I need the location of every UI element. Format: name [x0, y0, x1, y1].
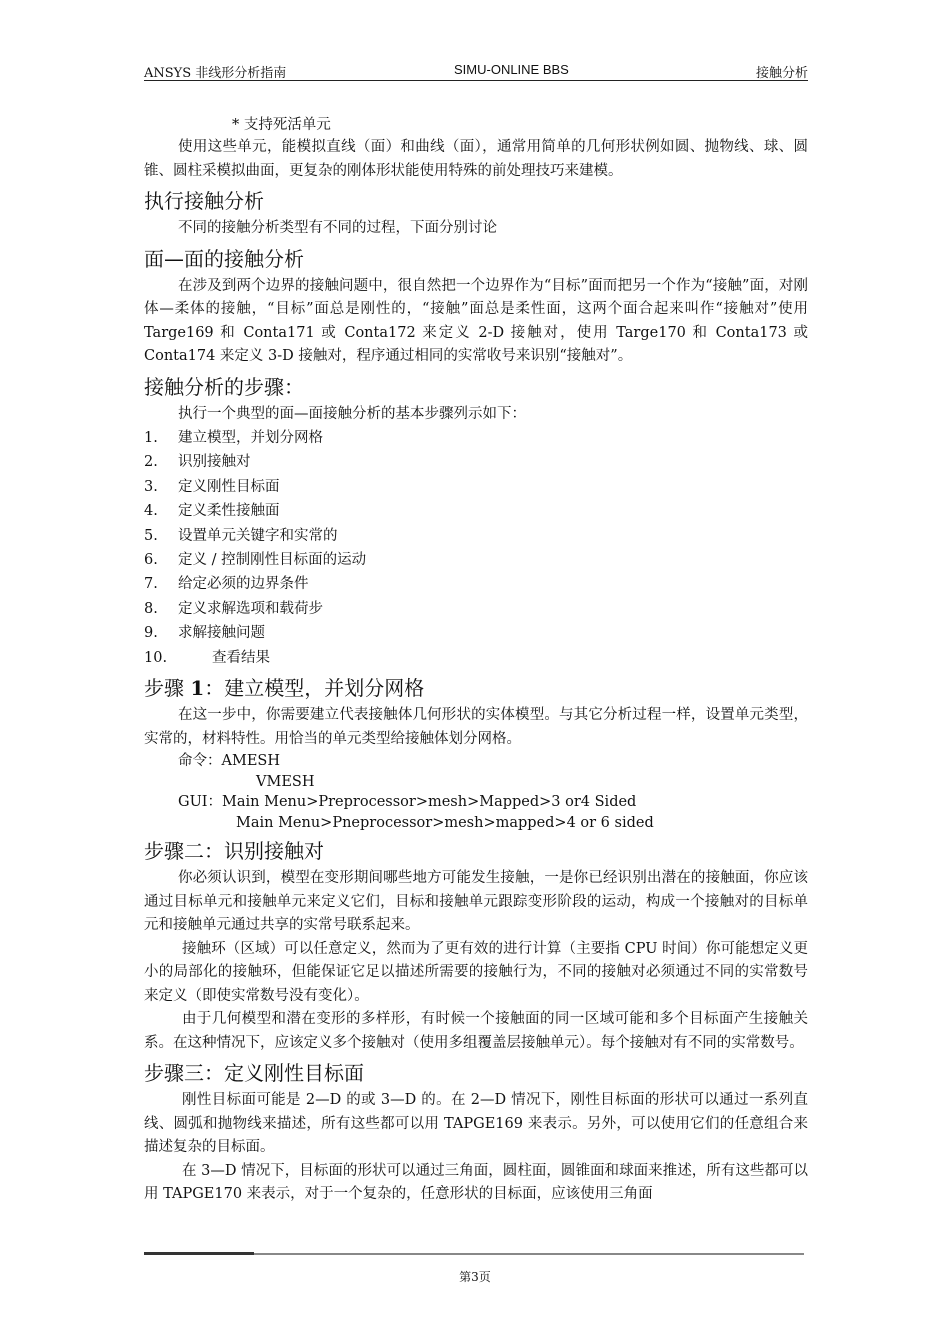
header-center: SIMU-ONLINE BBS [454, 62, 569, 77]
step2-heading: 步骤二：识别接触对 [144, 839, 324, 864]
list-text: 定义刚性目标面 [178, 478, 280, 495]
list-text: 求解接触问题 [178, 625, 265, 642]
list-text: 定义求解选项和载荷步 [178, 600, 323, 617]
step3-paragraph-1: 刚性目标面可能是 2—D 的或 3—D 的。在 2—D 情况下，刚性目标面的形状可以通过一系列直线、圆弧和抛物线来描述，所有这些都可以用 TAPGE169 来表示。另外，可以使用它们的任意组合来描述复杂的目标面。 [144, 1092, 808, 1156]
page-number: 第3页 [459, 1270, 491, 1284]
page-content [144, 114, 808, 1207]
list-text: 定义柔性接触面 [178, 503, 280, 520]
list-item [144, 572, 808, 596]
step1-heading-num: 1 [190, 676, 205, 701]
list-text: 给定必须的边界条件 [178, 576, 309, 593]
list-item [144, 548, 808, 572]
step1-gui-path-2: Main Menu>Pneprocessor>mesh>mapped>4 or 6 sided [236, 814, 654, 831]
list-item [144, 646, 808, 670]
list-item [144, 426, 808, 450]
step1-heading-a: 步骤 [144, 676, 191, 701]
step2-paragraph-2: 接触环（区域）可以任意定义，然而为了更有效的进行计算（主要指 CPU 时间）你可能想定义更小的局部化的接触环，但能保证它足以描述所需要的接触行为，不同的接触对必须通过不同的实常数号来定义（即使实常数号没有变化）。 [144, 940, 808, 1004]
list-number: 4. [144, 503, 158, 520]
list-text: 定义 / 控制刚性目标面的运动 [178, 552, 367, 569]
surface-heading: 面—面的接触分析 [144, 246, 304, 271]
header-right: 接触分析 [755, 66, 808, 81]
list-text: 设置单元关键字和实常的 [178, 527, 338, 544]
steps-intro: 执行一个典型的面—面接触分析的基本步骤列示如下： [178, 405, 526, 422]
step3-heading: 步骤三：定义刚性目标面 [144, 1061, 364, 1086]
step3-paragraph-2: 在 3—D 情况下，目标面的形状可以通过三角面，圆柱面，圆锥面和球面来推述，所有这些都可以用 TAPGE170 来表示，对于一个复杂的，任意形状的目标面，应该使用三角面 [144, 1162, 808, 1203]
intro-bullet: * 支持死活单元 [232, 117, 331, 133]
steps-heading: 接触分析的步骤： [144, 374, 304, 399]
header-left: ANSYS 非线形分析指南 [144, 66, 287, 81]
list-text: 建立模型，并划分网格 [178, 430, 323, 446]
list-number: 8. [144, 600, 158, 617]
step2-paragraph-1: 你必须认识到，模型在变形期间哪些地方可能发生接触，一是你已经识别出潜在的接触面，你应该通过目标单元和接触单元来定义它们，目标和接触单元跟踪变形阶段的运动，构成一个接触对的目标单元和接触单元通过共享的实常号联系起来。 [144, 870, 808, 934]
step1-command-2: VMESH [256, 773, 315, 790]
list-number: 7. [144, 576, 158, 593]
steps-list [144, 426, 808, 670]
list-number: 5. [144, 527, 158, 544]
list-item [144, 621, 808, 645]
step1-heading-c: ：建立模型，并划分网格 [204, 676, 425, 701]
intro-paragraph: 使用这些单元，能模拟直线（面）和曲线（面），通常用简单的几何形状例如圆、抛物线、球、圆锥、圆柱采模拟曲面，更复杂的刚体形状能使用特殊的前处理技巧来建模。 [144, 139, 808, 179]
list-item [144, 597, 808, 621]
list-number: 10. [144, 649, 168, 666]
list-text: 识别接触对 [178, 454, 251, 471]
step1-heading [144, 674, 808, 703]
page-header [144, 60, 808, 81]
list-item [144, 450, 808, 474]
list-number: 3. [144, 478, 158, 495]
step1-command: 命令：AMESH [178, 753, 280, 770]
list-number: 2. [144, 454, 158, 471]
step1-gui-path-1: GUI：Main Menu>Preprocessor>mesh>Mapped>3 or4 Sided [178, 794, 637, 811]
list-number: 9. [144, 625, 158, 642]
list-text: 查看结果 [212, 649, 270, 666]
list-item [144, 499, 808, 523]
step2-paragraph-3: 由于几何模型和潜在变形的多样形，有时候一个接触面的同一区域可能和多个目标面产生接触关系。在这种情况下，应该定义多个接触对（使用多组覆盖层接触单元）。每个接触对有不同的实常数号。 [144, 1011, 808, 1051]
list-number: 6. [144, 552, 158, 569]
footer-divider [144, 1253, 804, 1255]
step1-paragraph: 在这一步中，你需要建立代表接触体几何形状的实体模型。与其它分析过程一样，设置单元类型，实常的，材料特性。用恰当的单元类型给接触体划分网格。 [144, 707, 808, 747]
surface-paragraph: 在涉及到两个边界的接触问题中，很自然把一个边界作为“目标”面而把另一个作为“接触”面，对刚体—柔体的接触，“目标”面总是刚性的，“接触”面总是柔性面，这两个面合起来叫作“接触对”使用 Targe169 和 Conta171 或 Conta172 来定义 2-D 接触对，使用 Targe170 和 Conta173 或 Conta174 来定义 3-D 接触对，程序通过相同的实常收号来识别“接触对”。 [144, 277, 808, 364]
exec-heading: 执行接触分析 [144, 189, 264, 213]
list-number: 1. [144, 430, 158, 446]
list-item [144, 524, 808, 548]
exec-paragraph: 不同的接触分析类型有不同的过程，下面分别讨论 [178, 220, 497, 236]
list-item [144, 475, 808, 499]
